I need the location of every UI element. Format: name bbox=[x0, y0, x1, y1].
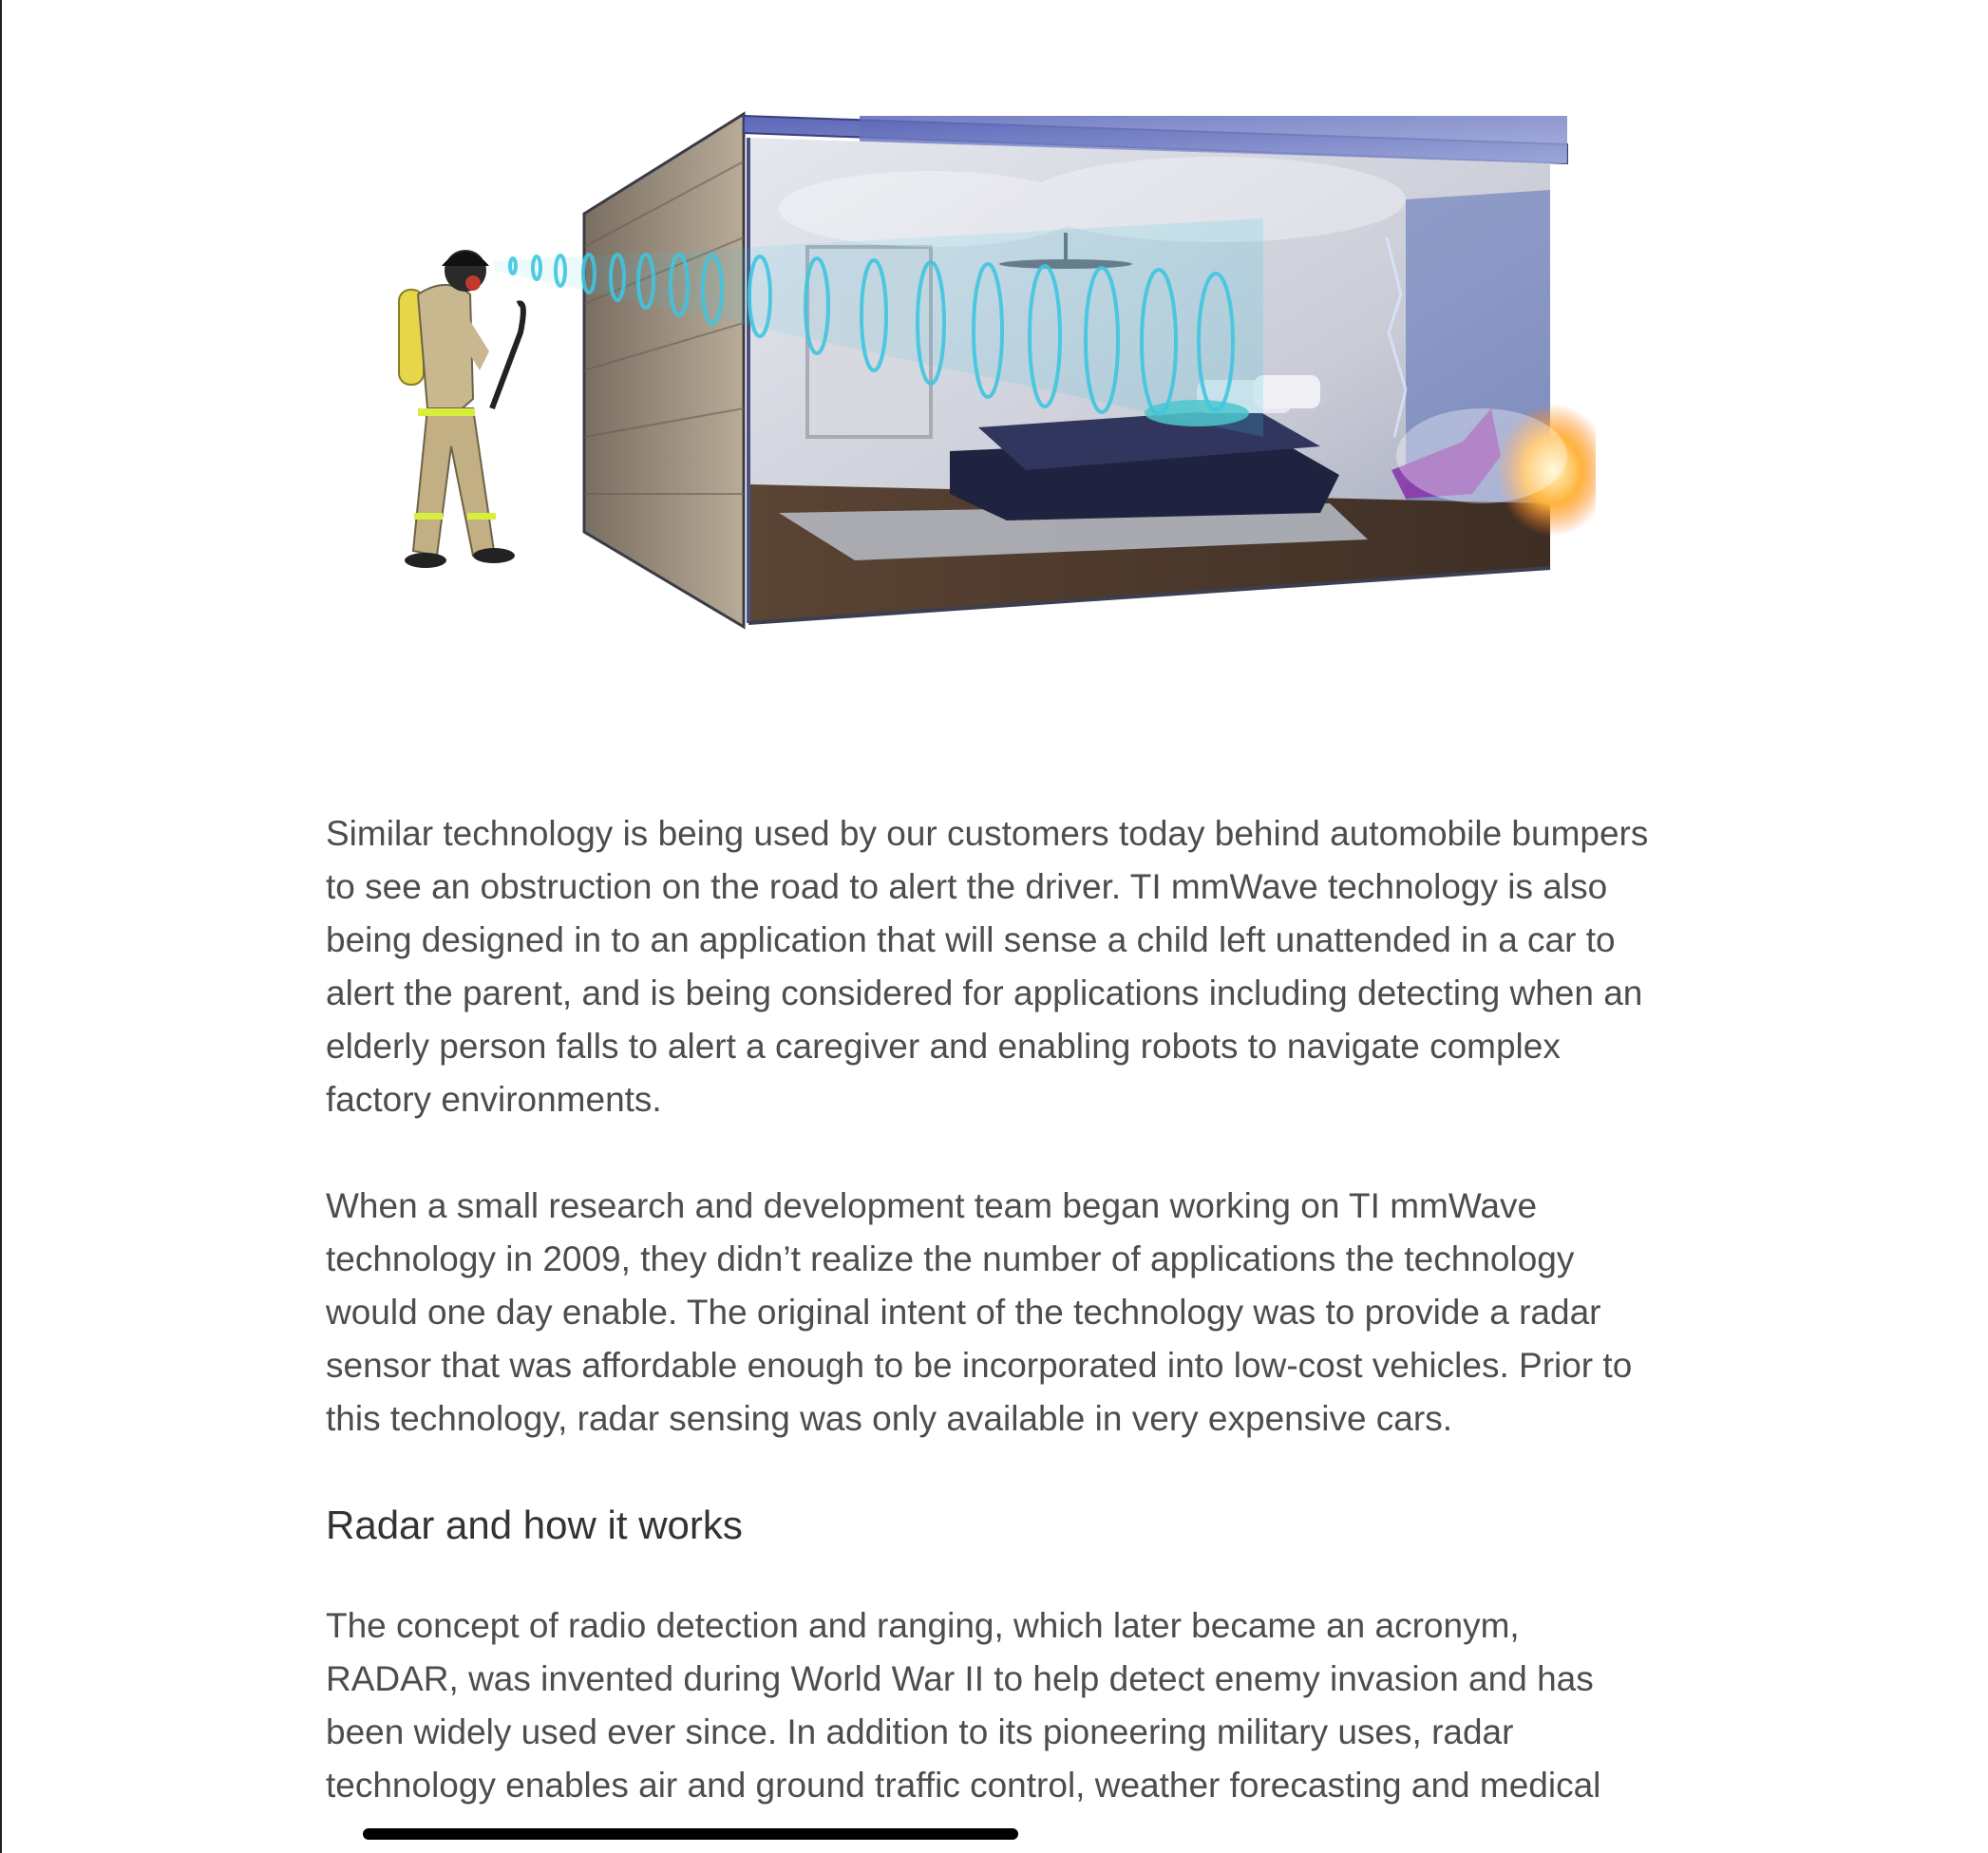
window-edge bbox=[0, 0, 2, 1853]
article-paragraph: Similar technology is being used by our customers today behind automobile bumpers to see an obstruction on the road to alert the driver. TI mmWave technology is also being designed in to an application that will sense a child left unattended in a car to alert the parent, and is being considered for applications including detecting when an elderly person falls to alert a caregiver and enabling robots to navigate complex factory environments. bbox=[326, 814, 1649, 1119]
section-heading: Radar and how it works bbox=[326, 1503, 743, 1547]
article-body bbox=[326, 807, 1656, 1853]
radar-firefighter-illustration bbox=[361, 95, 1596, 646]
article-paragraph: The concept of radio detection and ranging, which later became an acronym, RADAR, was invented during World War II to help detect enemy invasion and has been widely used ever since. In addition to its pioneering military uses, radar technology enables air and ground traffic control, weather forecasting and medical bbox=[326, 1606, 1601, 1805]
home-indicator[interactable] bbox=[363, 1828, 1018, 1840]
firefighter bbox=[399, 250, 523, 568]
house-side-wall bbox=[584, 114, 744, 627]
article-paragraph: When a small research and development team began working on TI mmWave technology in 2009, they didn’t realize the number of applications the technology would one day enable. The original intent of the technology was to provide a radar sensor that was affordable enough to be incorporated into low-cost vehicles. Prior to this technology, radar sensing was only available in very expensive cars. bbox=[326, 1186, 1633, 1438]
